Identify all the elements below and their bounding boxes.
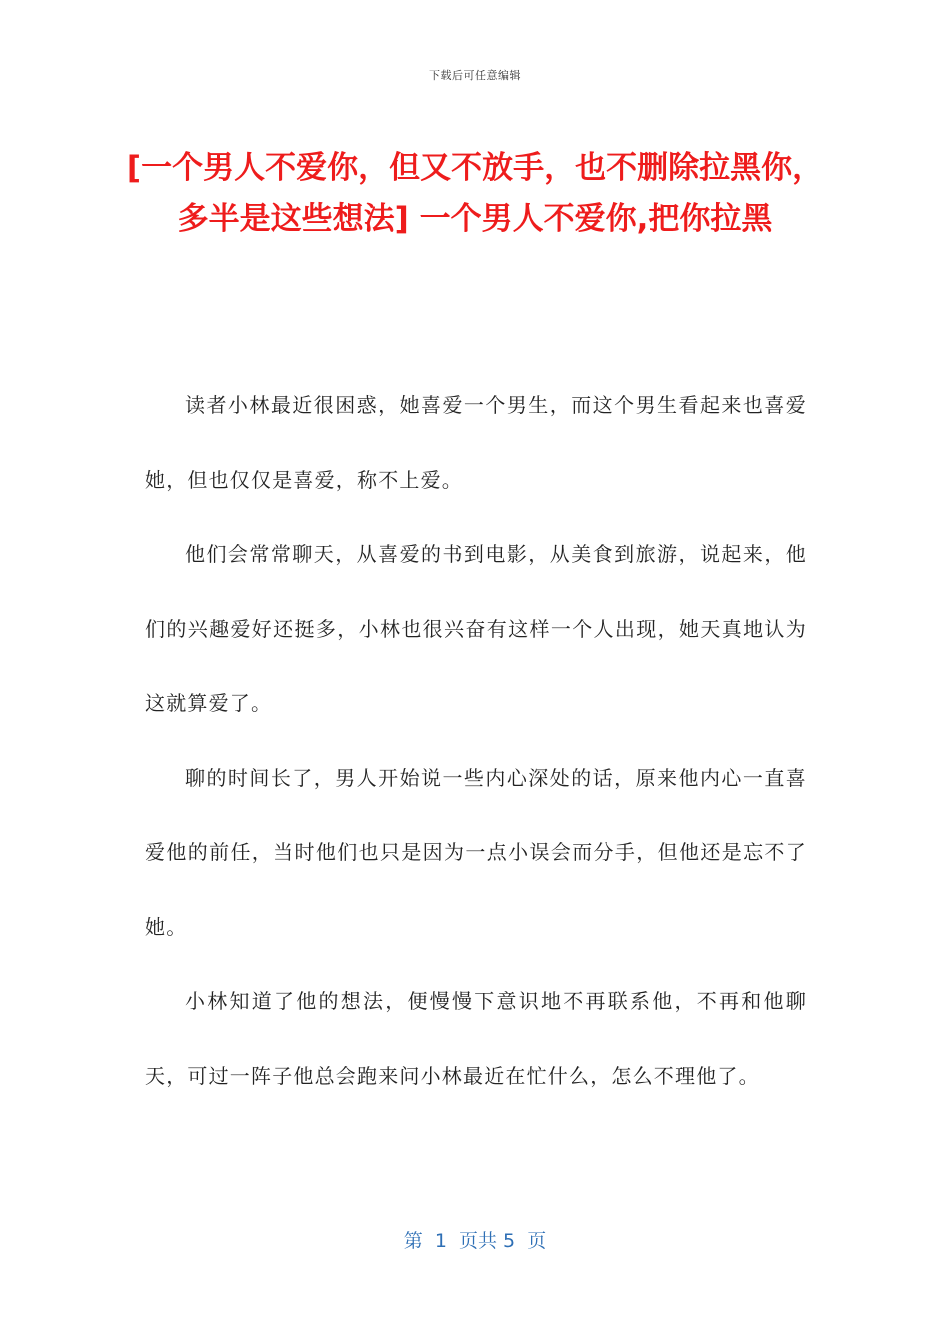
- paragraph: 他们会常常聊天，从喜爱的书到电影，从美食到旅游，说起来，他们的兴趣爱好还挺多，小林也很兴奋有这样一个人出现，她天真地认为这就算爱了。: [145, 542, 807, 715]
- page-number-footer: 第 1 页共 5 页: [403, 1230, 547, 1252]
- paragraph: 聊的时间长了，男人开始说一些内心深处的话，原来他内心一直喜爱他的前任，当时他们也只是因为一点小误会而分手，但他还是忘不了她。: [145, 765, 807, 939]
- document-body: [145, 368, 807, 1113]
- document-title: [一个男人不爱你，但又不放手，也不删除拉黑你，多半是这些想法] 一个男人不爱你,把你拉黑: [126, 150, 824, 237]
- paragraph: 小林知道了他的想法，便慢慢下意识地不再联系他，不再和他聊天，可过一阵子他总会跑来问小林最近在忙什么，怎么不理他了。: [145, 989, 807, 1088]
- header-note: 下载后可任意编辑: [429, 69, 521, 82]
- paragraph: 读者小林最近很困惑，她喜爱一个男生，而这个男生看起来也喜爱她，但也仅仅是喜爱，称不上爱。: [145, 393, 807, 492]
